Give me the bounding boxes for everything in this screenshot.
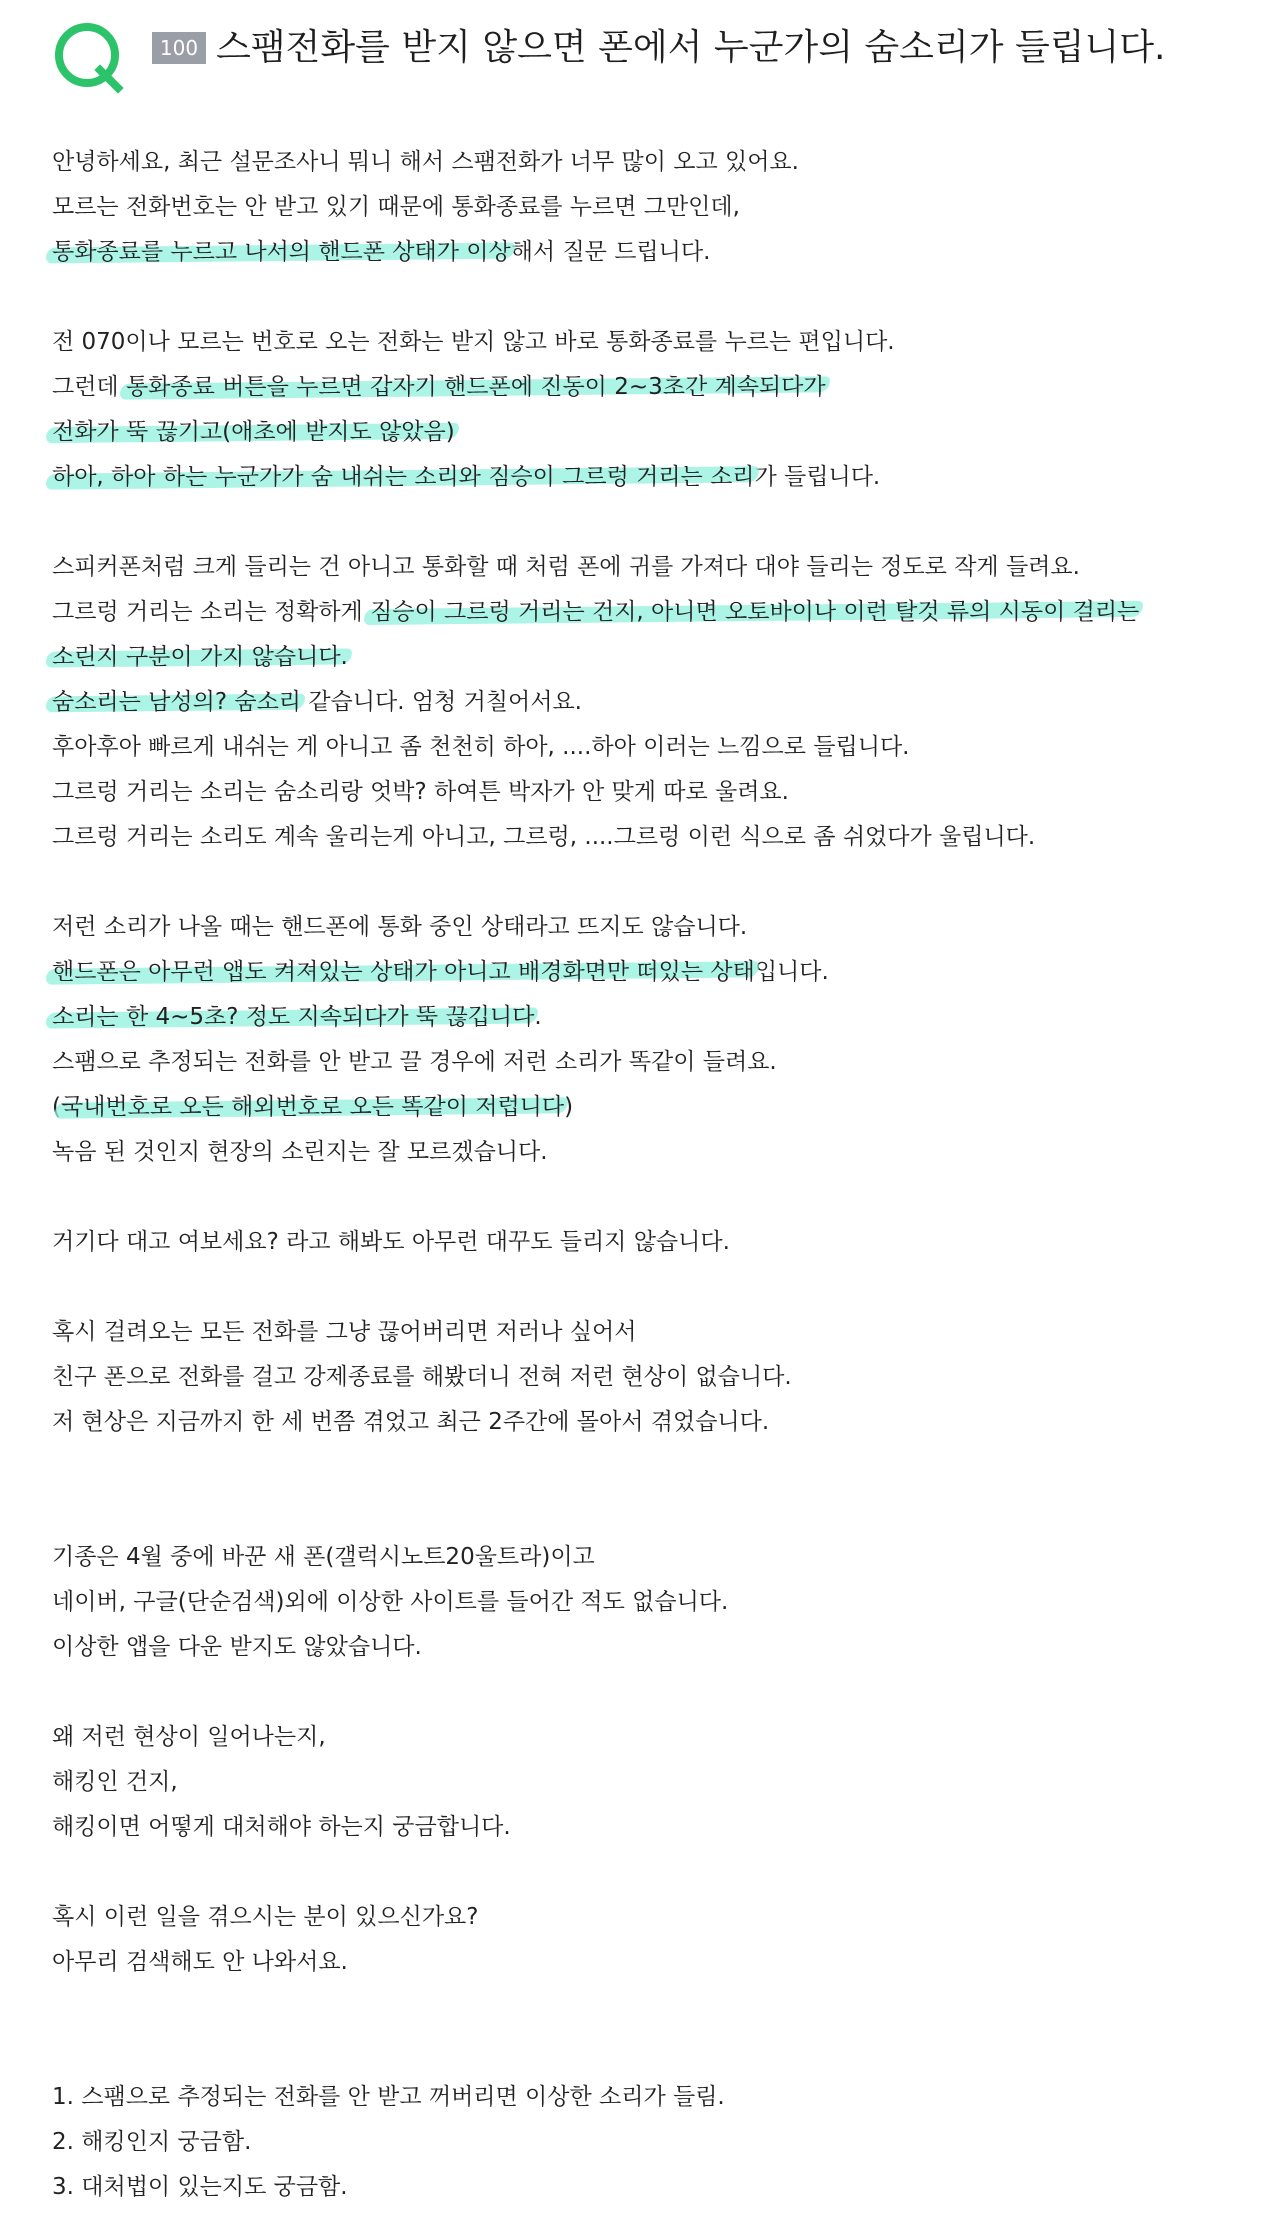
body-line	[52, 635, 1252, 680]
body-text: .	[534, 1004, 542, 1030]
body-line: 왜 저런 현상이 일어나는지,	[52, 1724, 326, 1750]
body-text: 그런데	[52, 374, 126, 400]
body-line: 저런 소리가 나올 때는 핸드폰에 통화 중인 상태라고 뜨지도 않습니다.	[52, 914, 748, 940]
body-line: 안녕하세요, 최근 설문조사니 뭐니 해서 스팸전화가 너무 많이 오고 있어요.	[52, 149, 799, 175]
body-line: 녹음 된 것인지 현장의 소린지는 잘 모르겠습니다.	[52, 1139, 548, 1165]
paragraph-gap	[52, 1670, 1252, 1715]
body-line: 이상한 앱을 다운 받지도 않았습니다.	[52, 1634, 422, 1660]
body-line: 스피커폰처럼 크게 들리는 건 아니고 통화할 때 처럼 폰에 귀를 가져다 대야 들리는 정도로 작게 들려요.	[52, 554, 1080, 580]
body-line	[52, 410, 1252, 455]
highlighted-text: 통화종료를 누르고 나서의 핸드폰 상태가 이상	[52, 239, 511, 265]
paragraph-gap	[52, 860, 1252, 905]
body-line: 혹시 걸려오는 모든 전화를 그냥 끊어버리면 저러나 싶어서	[52, 1319, 637, 1345]
paragraph-gap	[52, 275, 1252, 320]
body-line	[52, 995, 1252, 1040]
body-line: 모르는 전화번호는 안 받고 있기 때문에 통화종료를 누르면 그만인데,	[52, 194, 740, 220]
body-line: 아무리 검색해도 안 나와서요.	[52, 1949, 348, 1975]
body-line: 그르렁 거리는 소리도 계속 울리는게 아니고, 그르렁, ....그르렁 이런 식으로 좀 쉬었다가 울립니다.	[52, 824, 1036, 850]
body-text: 해서 질문 드립니다.	[510, 239, 711, 265]
body-line: 혹시 이런 일을 겪으시는 분이 있으신가요?	[52, 1904, 479, 1930]
body-line: 기종은 4월 중에 바꾼 새 폰(갤럭시노트20울트라)이고	[52, 1544, 595, 1570]
body-text: )	[564, 1094, 574, 1120]
body-line: 해킹이면 어떻게 대처해야 하는지 궁금합니다.	[52, 1814, 511, 1840]
highlighted-text: 짐승이 그르렁 거리는 건지, 아니면 오토바이나 이런 탈것 류의 시동이 걸리는	[370, 599, 1140, 625]
q-letter-icon	[52, 20, 126, 94]
body-line	[52, 950, 1252, 995]
question-header	[52, 14, 1252, 94]
highlighted-text: 소리는 한 4~5초? 정도 지속되다가 뚝 끊깁니다	[52, 1004, 535, 1030]
question-body	[52, 140, 1252, 2210]
paragraph-gap	[52, 1850, 1252, 1895]
body-line: 해킹인 건지,	[52, 1769, 178, 1795]
body-text: (	[52, 1094, 61, 1120]
highlighted-text: 소린지 구분이 가지 않습니다.	[52, 644, 348, 670]
paragraph-gap	[52, 500, 1252, 545]
points-badge: 100	[152, 32, 206, 64]
paragraph-gap	[52, 1445, 1252, 1535]
body-line	[52, 1085, 1252, 1130]
body-line: 저 현상은 지금까지 한 세 번쯤 겪었고 최근 2주간에 몰아서 겪었습니다.	[52, 1409, 770, 1435]
question-title: 스팸전화를 받지 않으면 폰에서 누군가의 숨소리가 들립니다.	[216, 27, 1166, 68]
body-line	[52, 230, 1252, 275]
body-line: 친구 폰으로 전화를 걸고 강제종료를 해봤더니 전혀 저런 현상이 없습니다.	[52, 1364, 792, 1390]
body-line: 네이버, 구글(단순검색)외에 이상한 사이트를 들어간 적도 없습니다.	[52, 1589, 729, 1615]
paragraph-gap	[52, 1265, 1252, 1310]
highlighted-text: 하아, 하아 하는 누군가가 숨 내쉬는 소리와 짐승이 그르렁 거리는 소리	[52, 464, 755, 490]
body-line: 거기다 대고 여보세요? 라고 해봐도 아무런 대꾸도 들리지 않습니다.	[52, 1229, 730, 1255]
summary-item: 2. 해킹인지 궁금함.	[52, 2129, 252, 2155]
body-line: 후아후아 빠르게 내쉬는 게 아니고 좀 천천히 하아, ....하아 이러는 느낌으로 들립니다.	[52, 734, 910, 760]
summary-item: 1. 스팸으로 추정되는 전화를 안 받고 꺼버리면 이상한 소리가 들림.	[52, 2084, 725, 2110]
body-text: 입니다.	[754, 959, 829, 985]
body-line	[52, 590, 1252, 635]
body-line	[52, 455, 1252, 500]
body-line	[52, 680, 1252, 725]
body-line	[52, 365, 1252, 410]
highlighted-text: 국내번호로 오든 해외번호로 오든 똑같이 저럽니다	[60, 1094, 565, 1120]
body-text: 가 들립니다.	[754, 464, 881, 490]
body-line: 전 070이나 모르는 번호로 오는 전화는 받지 않고 바로 통화종료를 누르는 편입니다.	[52, 329, 895, 355]
highlighted-text: 핸드폰은 아무런 앱도 켜져있는 상태가 아니고 배경화면만 떠있는 상태	[52, 959, 755, 985]
paragraph-gap	[52, 1175, 1252, 1220]
highlighted-text: 통화종료 버튼을 누르면 갑자기 핸드폰에 진동이 2~3초간 계속되다가	[125, 374, 826, 400]
body-line: 그르렁 거리는 소리는 숨소리랑 엇박? 하여튼 박자가 안 맞게 따로 울려요.	[52, 779, 789, 805]
body-text: 같습니다. 엄청 거칠어서요.	[301, 689, 582, 715]
highlighted-text: 전화가 뚝 끊기고(애초에 받지도 않았음)	[52, 419, 455, 445]
summary-item: 3. 대처법이 있는지도 궁금함.	[52, 2174, 348, 2200]
body-line: 스팸으로 추정되는 전화를 안 받고 끌 경우에 저런 소리가 똑같이 들려요.	[52, 1049, 777, 1075]
paragraph-gap	[52, 1985, 1252, 2075]
body-text: 그르렁 거리는 소리는 정확하게	[52, 599, 371, 625]
highlighted-text: 숨소리는 남성의? 숨소리	[52, 689, 302, 715]
